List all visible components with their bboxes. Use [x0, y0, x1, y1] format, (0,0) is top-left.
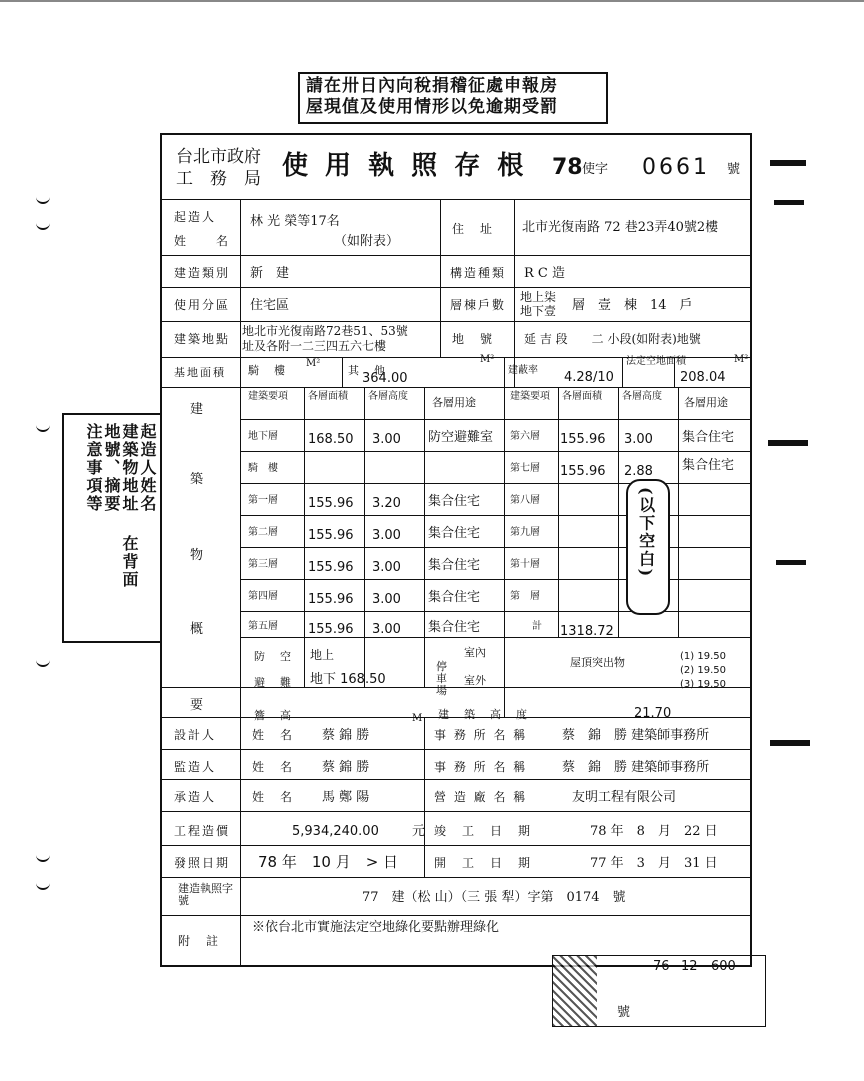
usage-permit-form: 台北市政府 工 務 局 使 用 執 照 存 根 78 使字 0661 號 起造人 姓 名 林 光 榮等17名 （如附表） 住 址 北市光復南路 72 巷23弄40號2樓 建造類別 新 建 構造種類 R C 造 使用分區 住宅區 層棟戶數 地上柒 地下壹 層 壹 棟 14 戶 建築地點 地北市光復南路72巷51、53號 址及各附一二三四五六七樓 地 號 延 吉 段 二 小段(如附表)地號 基地面積 騎 樓 M² 其 他 364.00 M² 建蔽率 4.28/10 法定空地面積 208.04 M² 建 築 物 概 要 建築要項 各層面積 各層高度 各層用途 建築要項 各層面積 各層高度 各層用途 地下層 168.50 3.00 防空避難室 騎 樓 第一層 155.96 3.20 集合住宅 第二層 155.96 3.00 集合住宅 第三層 155.96 3.00 集合住宅 第四層 155.96 3.00 集合住宅 第五層 155.96 3.00 集合住宅 第六層 155.96 3.00 集合住宅 第七層 155.96 2.88 集合住宅 第八層 第九層 第十層 第 層 計 1318.72 (以下空白) 防 空 避 難 地上 地下 168.50 停車場 室內 室外 屋頂突出物 (1) 19.50 (2) 19.50 (3) 19.50 簷 高 M 建 築 高 度 21.70 設計人 姓 名 蔡 錦 勝 事 務 所 名 稱 蔡 錦 勝 建築師事務所 監造人 姓 名 蔡 錦 勝 事 務 所 名 稱 蔡 錦 勝 建築師事務所 承造人 姓 名 馬 鄭 陽 營 造 廠 名 稱 友明工程有限公司 工程造價 5,934,240.00 元 竣 工 日 期 78 年 8 月 22 日 發照日期 78 年 10 月 > 日 開 工 日 期 77 年 3 月 31 日 建造執照字號 77 建（松 山）（三 張 犁）字第 0174 號 附 註 ※依台北市實施法定空地綠化要點辦理綠化 — [160, 133, 752, 967]
col-area-left: 各層面積 — [308, 391, 348, 402]
designer-label: 設計人 — [174, 728, 217, 742]
floors-below: 地下壹 — [520, 304, 557, 318]
zone-label: 使用分區 — [174, 298, 231, 312]
category-label: 建造類別 — [174, 266, 231, 280]
authority-line-1: 台北市政府 — [176, 147, 261, 167]
cost-label: 工程造價 — [174, 824, 231, 838]
punch-hole — [36, 850, 50, 862]
faded-seal-column — [760, 140, 850, 840]
lot-label: 地 號 — [452, 332, 495, 346]
tax-notice-box — [298, 72, 608, 124]
zone-value: 住宅區 — [250, 298, 290, 313]
punch-hole — [36, 192, 50, 204]
designer-firm: 蔡 錦 勝 建築師事務所 — [562, 728, 710, 743]
form-title: 使 用 執 照 存 根 — [282, 151, 528, 181]
legal-open-value: 208.04 — [680, 370, 726, 385]
coverage-value: 4.28/10 — [564, 370, 614, 385]
owner-address: 北市光復南路 72 巷23弄40號2樓 — [522, 220, 719, 235]
floors-rest: 層 壹 棟 14 戶 — [572, 298, 693, 313]
total-area: 1318.72 — [560, 624, 614, 639]
col-area-right: 各層面積 — [562, 391, 602, 402]
authority-line-2: 工 務 局 — [176, 169, 261, 189]
parking-label: 停車場 — [436, 660, 447, 698]
col-item-left: 建築要項 — [248, 391, 288, 402]
supervisor-name: 蔡 錦 勝 — [322, 760, 370, 775]
legal-open-label: 法定空地面積 — [626, 356, 686, 367]
structure-value: R C 造 — [524, 266, 565, 281]
punch-hole — [36, 218, 50, 230]
owner-label-a: 起造人 — [174, 210, 217, 224]
permit-year: 78 — [552, 155, 583, 180]
eave-label: 簷 高 — [254, 709, 293, 722]
col-use-right: 各層用途 — [684, 396, 728, 409]
notice-line-1: 請在卅日內向稅捐稽征處申報房 — [306, 76, 558, 96]
permit-value: 77 建（松 山）（三 張 犁）字第 0174 號 — [362, 890, 626, 905]
height-value: 21.70 — [634, 706, 672, 721]
site-label: 建築地點 — [174, 332, 231, 346]
receipt-stamp: 76 12 600 號 — [552, 955, 766, 1027]
coverage-label: 建蔽率 — [508, 365, 538, 376]
blank-below-mark: (以下空白) — [626, 479, 670, 615]
supervisor-firm: 蔡 錦 勝 建築師事務所 — [562, 760, 710, 775]
col-use-left: 各層用途 — [432, 396, 476, 409]
area-label: 基地面積 — [174, 366, 226, 379]
owner-name: 林 光 榮等17名 — [250, 214, 340, 229]
height-label: 建 築 高 度 — [438, 708, 529, 721]
permit-number: 0661 — [642, 155, 710, 180]
issue-date: 78 年 10 月 > 日 — [258, 853, 399, 871]
category-value: 新 建 — [250, 266, 290, 281]
arcade-label: 騎 樓 — [248, 364, 287, 377]
shelter-label-2: 避 難 — [254, 676, 293, 689]
permit-suffix: 號 — [727, 162, 741, 177]
parking-indoor: 室內 — [464, 646, 486, 659]
col-height-left: 各層高度 — [368, 391, 408, 402]
completion-date: 78 年 8 月 22 日 — [590, 824, 718, 839]
punch-hole — [36, 878, 50, 890]
punch-hole — [36, 655, 50, 667]
shelter-label-1: 防 空 — [254, 650, 293, 663]
remarks-label: 附 註 — [178, 934, 221, 948]
remarks-value: ※依台北市實施法定空地綠化要點辦理綠化 — [252, 920, 500, 935]
contractor-firm: 友明工程有限公司 — [572, 790, 677, 805]
side-note-box: 起造人姓名 建築物地址 地號、摘要 注意事項等 在背面 — [62, 413, 162, 643]
supervisor-label: 監造人 — [174, 760, 217, 774]
permit-type: 使字 — [582, 162, 609, 177]
stamp-hatch — [553, 956, 597, 1026]
floors-above: 地上柒 — [520, 290, 557, 304]
contractor-label: 承造人 — [174, 790, 217, 804]
parking-outdoor: 室外 — [464, 674, 486, 687]
issue-label: 發照日期 — [174, 856, 231, 870]
punch-hole — [36, 420, 50, 432]
contractor-name: 馬 鄭 陽 — [322, 790, 370, 805]
lot-value: 延 吉 段 二 小段(如附表)地號 — [524, 332, 701, 346]
structure-label: 構造種類 — [450, 266, 507, 280]
cost-value: 5,934,240.00 — [292, 824, 379, 839]
shelter-below: 地下 168.50 — [310, 672, 386, 687]
other-area-value: 364.00 — [362, 371, 408, 386]
address-label: 住 址 — [452, 222, 495, 236]
roof-label: 屋頂突出物 — [570, 656, 625, 669]
col-height-right: 各層高度 — [622, 391, 662, 402]
site-line-2: 址及各附一二三四五六七樓 — [242, 339, 387, 353]
notice-line-2: 屋現值及使用情形以免逾期受罰 — [306, 97, 558, 117]
owner-note: （如附表） — [334, 234, 400, 249]
scan-edge — [0, 0, 864, 2]
start-date: 77 年 3 月 31 日 — [590, 856, 718, 871]
shelter-above: 地上 — [310, 648, 335, 662]
owner-label-b: 姓 名 — [174, 234, 231, 248]
permit-label: 建造執照字號 — [178, 882, 233, 908]
site-line-1: 地北市光復南路72巷51、53號 — [242, 324, 408, 338]
col-item-right: 建築要項 — [510, 391, 550, 402]
other-label: 其 他 — [348, 364, 387, 377]
designer-name: 蔡 錦 勝 — [322, 728, 370, 743]
floors-label: 層棟戶數 — [450, 298, 507, 312]
